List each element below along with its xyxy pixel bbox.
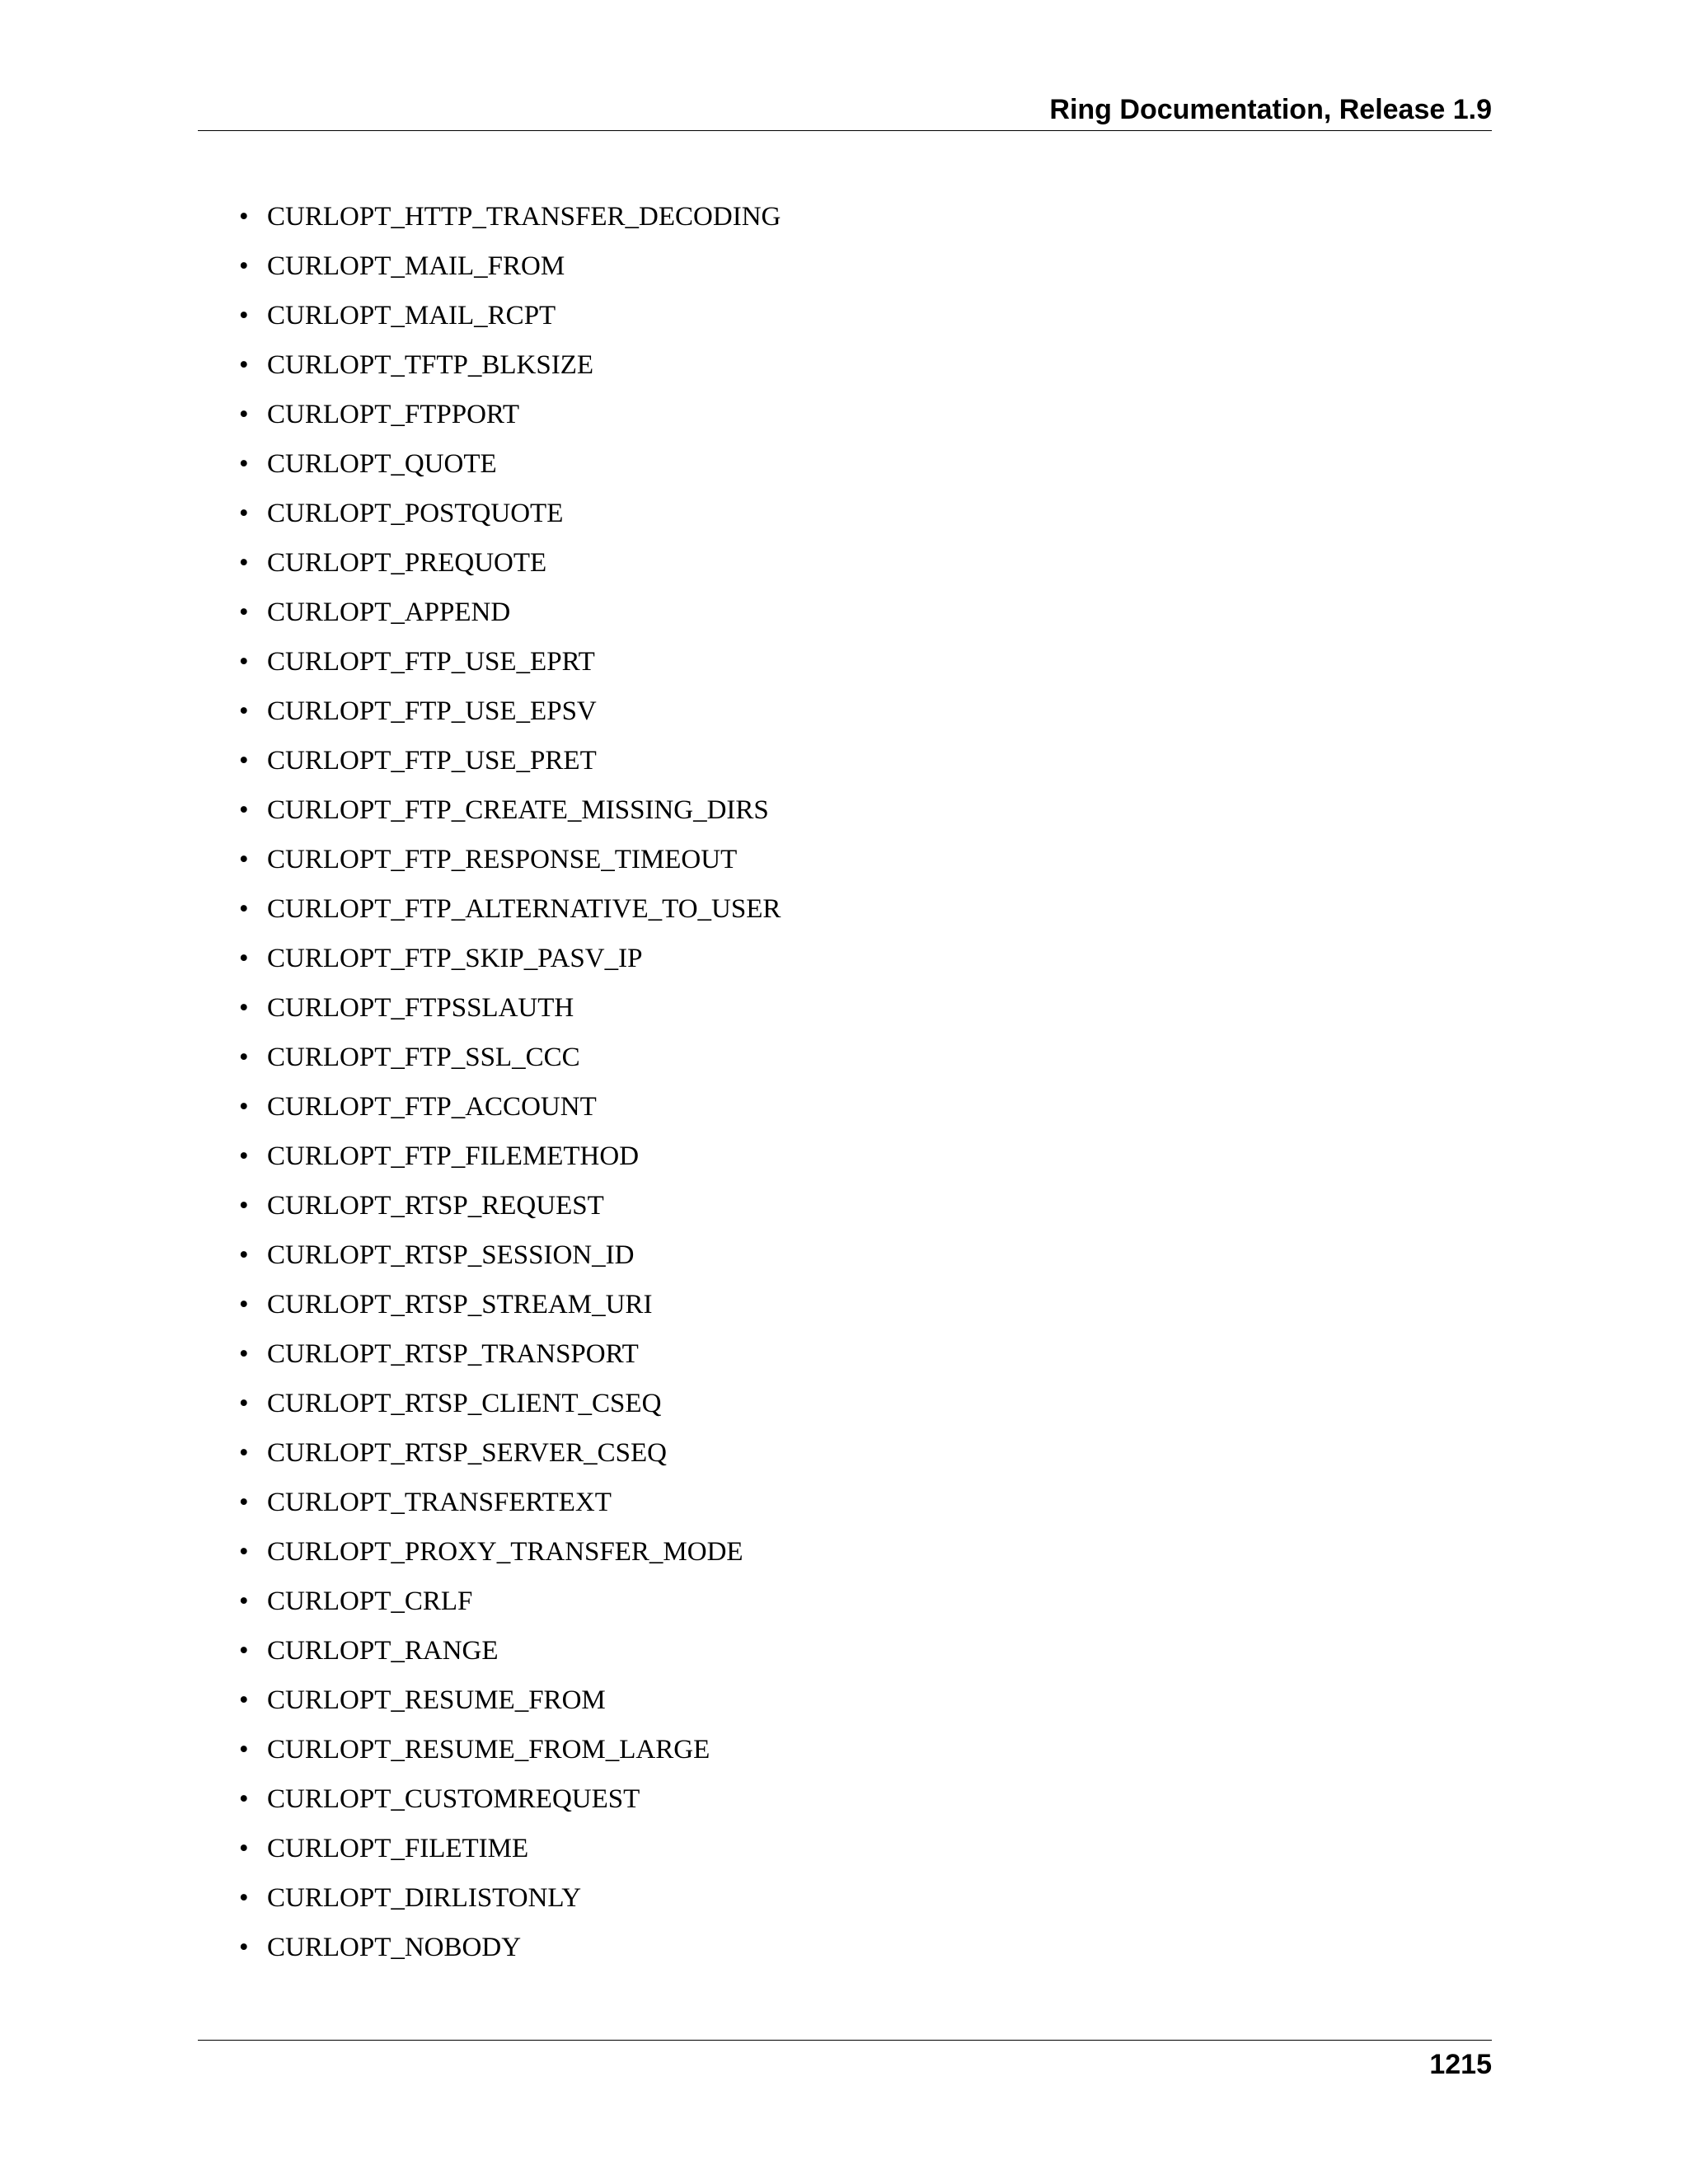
- option-name: CURLOPT_RANGE: [267, 1636, 499, 1666]
- list-item: [239, 1088, 781, 1137]
- list-item: [239, 1879, 781, 1929]
- bullet-icon: •: [239, 1685, 249, 1715]
- option-name: CURLOPT_CRLF: [267, 1586, 473, 1616]
- option-name: CURLOPT_FILETIME: [267, 1834, 529, 1863]
- list-item: [239, 1929, 781, 1978]
- bullet-icon: •: [239, 251, 249, 281]
- bullet-icon: •: [239, 1883, 249, 1913]
- bullet-icon: •: [239, 993, 249, 1023]
- bullet-icon: •: [239, 1636, 249, 1666]
- bullet-icon: •: [239, 449, 249, 479]
- curl-option-list: [239, 198, 781, 1978]
- option-name: CURLOPT_FTPPORT: [267, 400, 520, 429]
- option-name: CURLOPT_FTP_ACCOUNT: [267, 1092, 597, 1122]
- bullet-icon: •: [239, 1784, 249, 1814]
- bullet-icon: •: [239, 1240, 249, 1270]
- list-item: [239, 1582, 781, 1632]
- option-name: CURLOPT_FTP_USE_EPSV: [267, 696, 597, 726]
- option-name: CURLOPT_TFTP_BLKSIZE: [267, 350, 594, 380]
- option-name: CURLOPT_FTP_SKIP_PASV_IP: [267, 944, 643, 973]
- option-name: CURLOPT_RTSP_CLIENT_CSEQ: [267, 1389, 662, 1418]
- list-item: [239, 247, 781, 297]
- bullet-icon: •: [239, 1389, 249, 1418]
- bullet-icon: •: [239, 548, 249, 578]
- list-item: [239, 940, 781, 989]
- list-item: [239, 198, 781, 247]
- bullet-icon: •: [239, 1438, 249, 1468]
- option-name: CURLOPT_FTP_FILEMETHOD: [267, 1141, 640, 1171]
- list-item: [239, 494, 781, 544]
- bullet-icon: •: [239, 647, 249, 677]
- list-item: [239, 1533, 781, 1582]
- option-name: CURLOPT_PROXY_TRANSFER_MODE: [267, 1537, 743, 1567]
- option-name: CURLOPT_APPEND: [267, 598, 511, 627]
- bullet-icon: •: [239, 1043, 249, 1072]
- option-name: CURLOPT_NOBODY: [267, 1933, 522, 1962]
- option-name: CURLOPT_MAIL_RCPT: [267, 301, 556, 330]
- option-name: CURLOPT_MAIL_FROM: [267, 251, 565, 281]
- list-item: [239, 1830, 781, 1879]
- list-item: [239, 989, 781, 1038]
- header-title: Ring Documentation, Release 1.9: [1049, 94, 1492, 125]
- option-name: CURLOPT_FTP_RESPONSE_TIMEOUT: [267, 845, 738, 874]
- bullet-icon: •: [239, 202, 249, 232]
- list-item: [239, 544, 781, 593]
- bullet-icon: •: [239, 1735, 249, 1765]
- list-item: [239, 791, 781, 841]
- option-name: CURLOPT_FTP_SSL_CCC: [267, 1043, 580, 1072]
- list-item: [239, 1780, 781, 1830]
- header-divider: [198, 130, 1492, 131]
- option-name: CURLOPT_FTP_ALTERNATIVE_TO_USER: [267, 894, 781, 924]
- option-name: CURLOPT_QUOTE: [267, 449, 497, 479]
- list-item: [239, 692, 781, 742]
- list-item: [239, 1187, 781, 1236]
- list-item: [239, 297, 781, 346]
- option-name: CURLOPT_RTSP_SESSION_ID: [267, 1240, 635, 1270]
- bullet-icon: •: [239, 301, 249, 330]
- list-item: [239, 445, 781, 494]
- list-item: [239, 1236, 781, 1286]
- option-name: CURLOPT_RTSP_TRANSPORT: [267, 1339, 639, 1369]
- list-item: [239, 742, 781, 791]
- list-item: [239, 1681, 781, 1731]
- option-name: CURLOPT_RTSP_SERVER_CSEQ: [267, 1438, 667, 1468]
- bullet-icon: •: [239, 1586, 249, 1616]
- list-item: [239, 890, 781, 940]
- list-item: [239, 1434, 781, 1483]
- option-name: CURLOPT_HTTP_TRANSFER_DECODING: [267, 202, 781, 232]
- bullet-icon: •: [239, 944, 249, 973]
- list-item: [239, 1632, 781, 1681]
- bullet-icon: •: [239, 746, 249, 776]
- page-number: 1215: [1429, 2049, 1492, 2080]
- option-name: CURLOPT_RESUME_FROM_LARGE: [267, 1735, 710, 1765]
- list-item: [239, 1137, 781, 1187]
- bullet-icon: •: [239, 1339, 249, 1369]
- option-name: CURLOPT_FTP_USE_PRET: [267, 746, 597, 776]
- bullet-icon: •: [239, 350, 249, 380]
- option-name: CURLOPT_POSTQUOTE: [267, 499, 564, 528]
- list-item: [239, 1286, 781, 1335]
- list-item: [239, 1038, 781, 1088]
- bullet-icon: •: [239, 795, 249, 825]
- bullet-icon: •: [239, 1537, 249, 1567]
- list-item: [239, 396, 781, 445]
- list-item: [239, 346, 781, 396]
- footer-divider: [198, 2040, 1492, 2041]
- option-name: CURLOPT_TRANSFERTEXT: [267, 1488, 612, 1517]
- option-name: CURLOPT_RTSP_STREAM_URI: [267, 1290, 653, 1319]
- bullet-icon: •: [239, 1290, 249, 1319]
- list-item: [239, 841, 781, 890]
- bullet-icon: •: [239, 696, 249, 726]
- bullet-icon: •: [239, 1834, 249, 1863]
- list-item: [239, 1731, 781, 1780]
- bullet-icon: •: [239, 1141, 249, 1171]
- bullet-icon: •: [239, 1191, 249, 1221]
- option-name: CURLOPT_RESUME_FROM: [267, 1685, 606, 1715]
- list-item: [239, 643, 781, 692]
- bullet-icon: •: [239, 598, 249, 627]
- option-name: CURLOPT_CUSTOMREQUEST: [267, 1784, 640, 1814]
- bullet-icon: •: [239, 1488, 249, 1517]
- option-name: CURLOPT_DIRLISTONLY: [267, 1883, 582, 1913]
- option-name: CURLOPT_FTPSSLAUTH: [267, 993, 574, 1023]
- list-item: [239, 1335, 781, 1385]
- bullet-icon: •: [239, 499, 249, 528]
- bullet-icon: •: [239, 400, 249, 429]
- bullet-icon: •: [239, 1092, 249, 1122]
- option-name: CURLOPT_RTSP_REQUEST: [267, 1191, 604, 1221]
- option-name: CURLOPT_PREQUOTE: [267, 548, 547, 578]
- list-item: [239, 1483, 781, 1533]
- bullet-icon: •: [239, 894, 249, 924]
- bullet-icon: •: [239, 845, 249, 874]
- list-item: [239, 593, 781, 643]
- option-name: CURLOPT_FTP_USE_EPRT: [267, 647, 595, 677]
- list-item: [239, 1385, 781, 1434]
- bullet-icon: •: [239, 1933, 249, 1962]
- option-name: CURLOPT_FTP_CREATE_MISSING_DIRS: [267, 795, 769, 825]
